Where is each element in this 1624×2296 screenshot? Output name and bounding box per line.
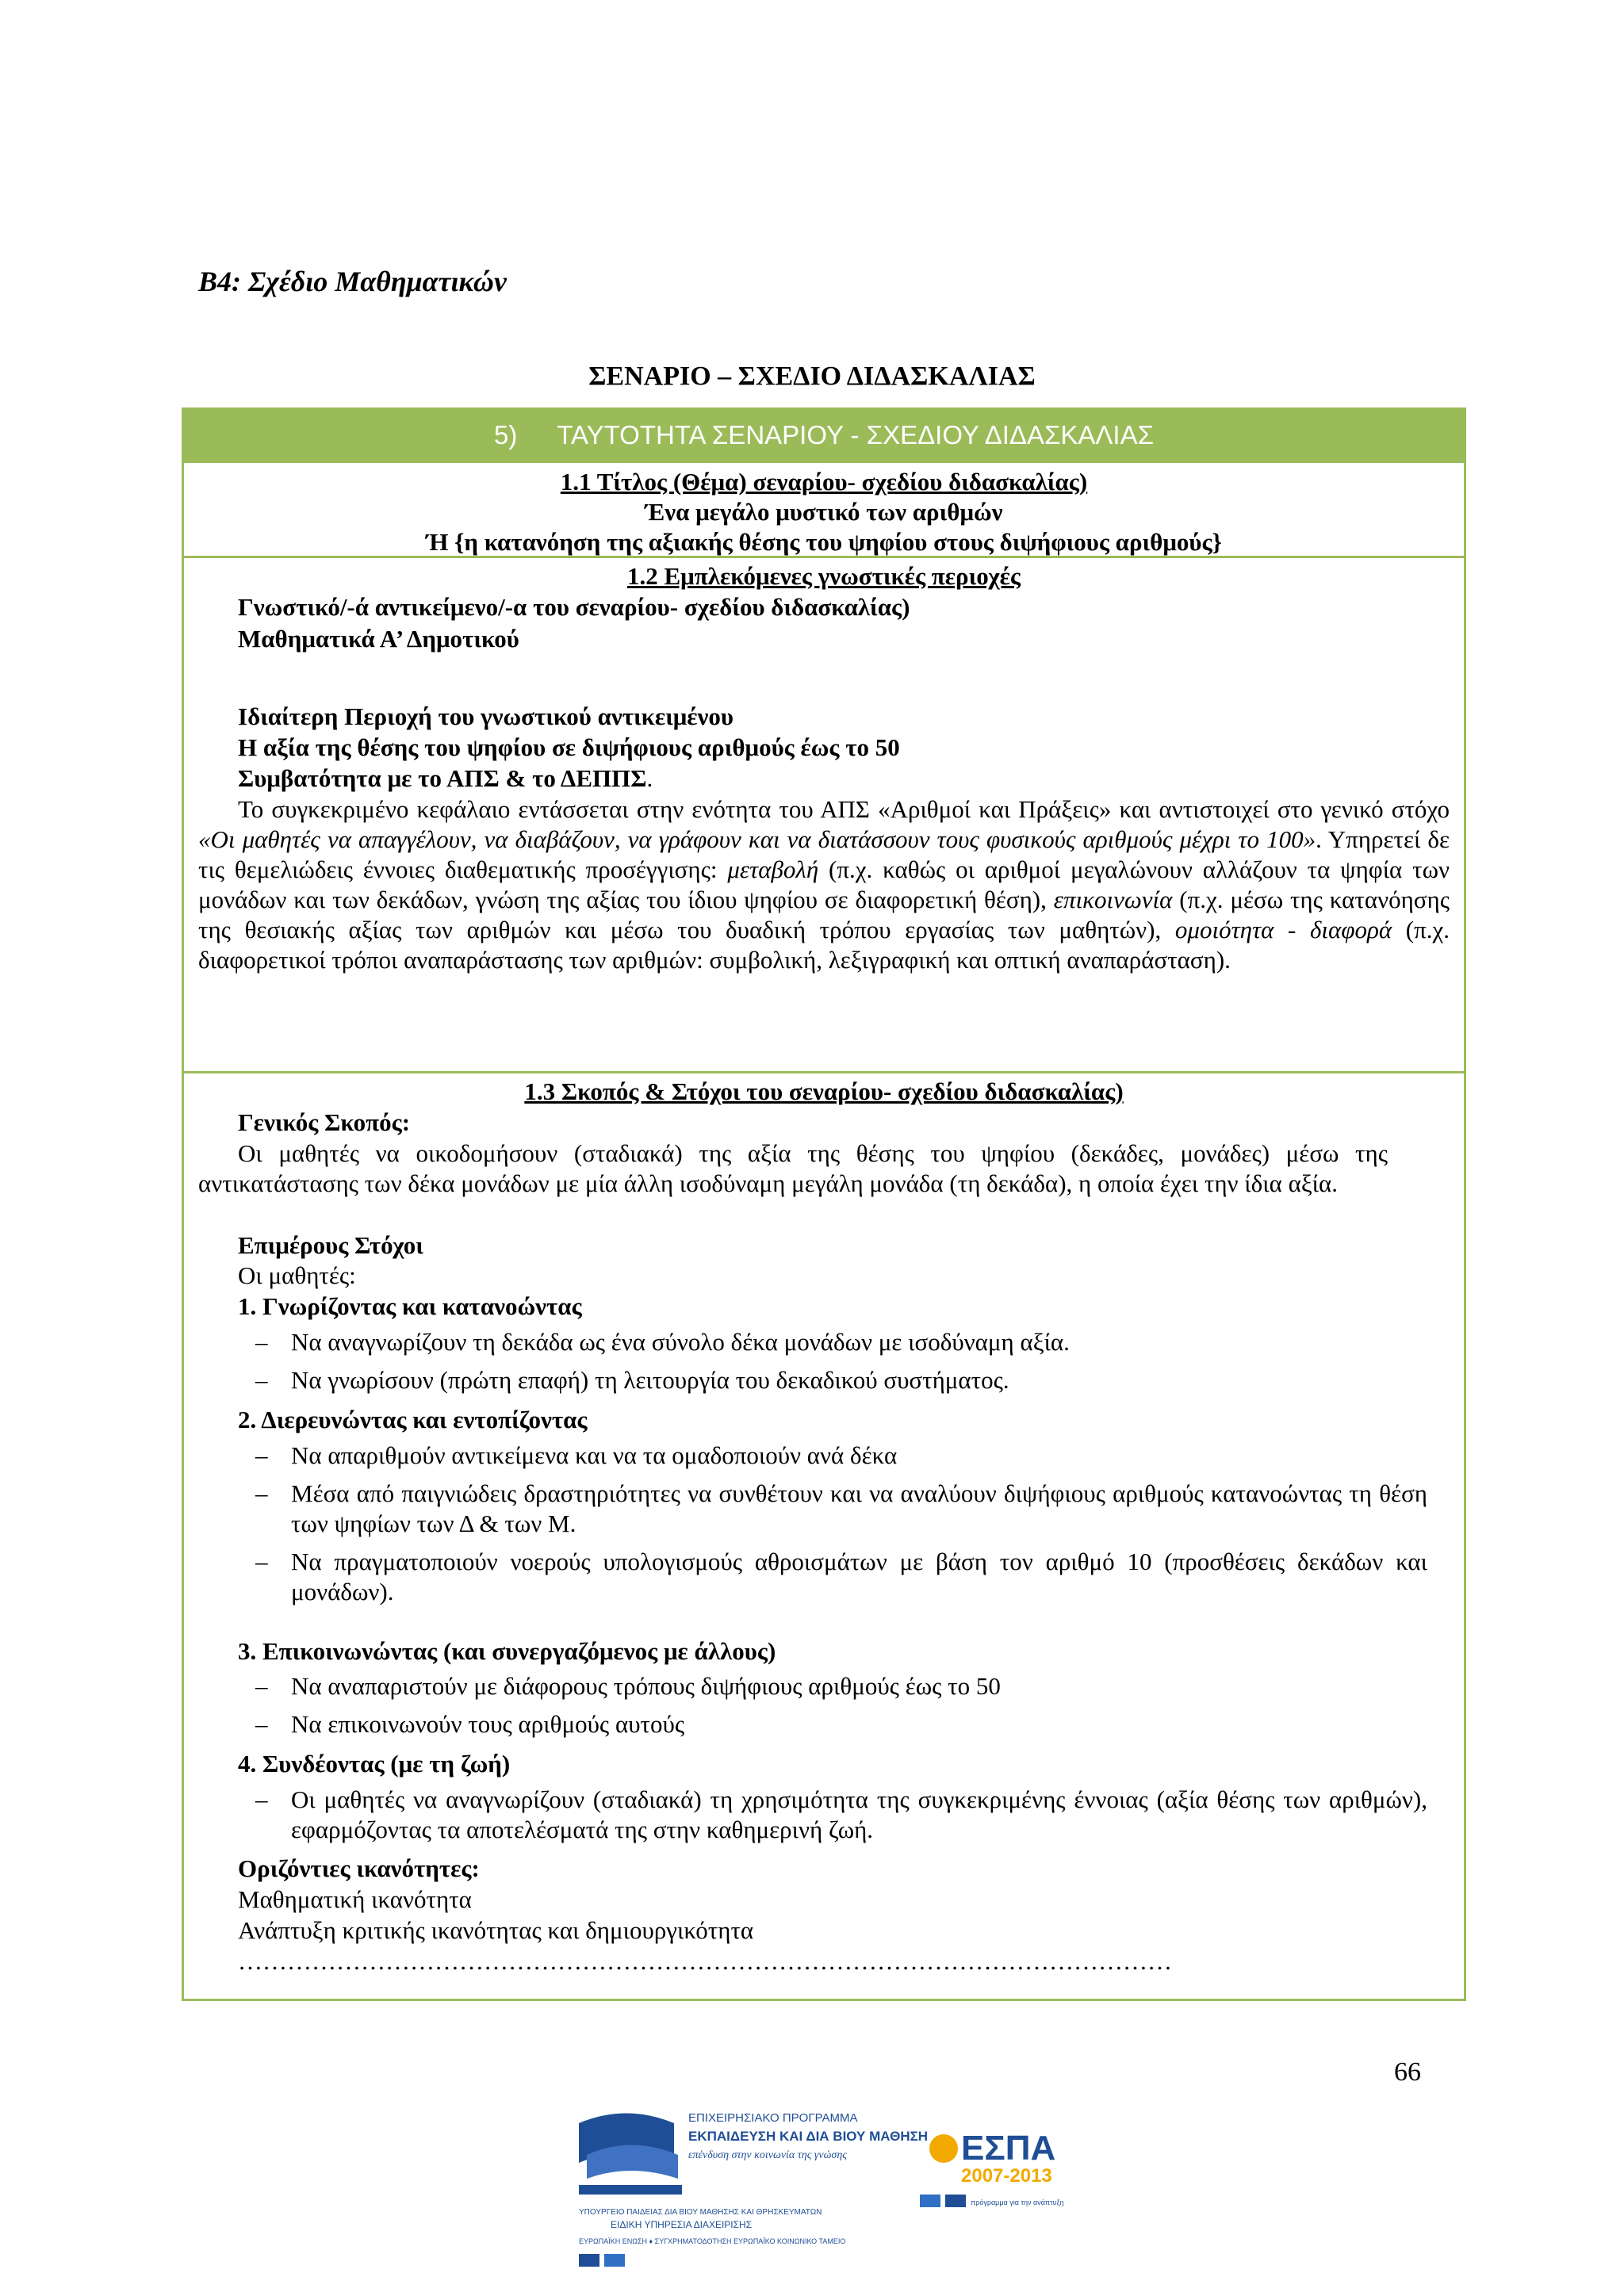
epan-logo-graphic (579, 2099, 929, 2270)
compatibility-text: Συμβατότητα με το ΑΠΣ & το ΔΕΠΠΣ (238, 764, 647, 792)
goal-text: Να αναπαριστούν με διάφορους τρόπους διψήφιους αριθμούς έως το 50 (291, 1672, 1001, 1700)
curriculum-paragraph (198, 794, 1450, 975)
students-label: Οι μαθητές: (238, 1261, 356, 1289)
greek-flag-icon (920, 2195, 940, 2207)
goal-text: Να επικοινωνούν τους αριθμούς αυτούς (291, 1710, 685, 1738)
area-label: Ιδιαίτερη Περιοχή του γνωστικού αντικειμένου (238, 702, 733, 730)
goal-group-4-title: 4. Συνδέοντας (με τη ζωή) (238, 1750, 511, 1777)
continuation-dots: …………………………………………………………………………………………………… (238, 1947, 1172, 1975)
goal-group-2-list (238, 1441, 1427, 1607)
goal-text: Μέσα από παιγνιώδεις δραστηριότητες να συνθέτουν και να αναλύουν διψήφιους αριθμούς κατανοώντας τη θέση των ψηφίων των Δ & των Μ. (291, 1479, 1427, 1537)
skill-item: Μαθηματική ικανότητα (238, 1885, 472, 1913)
dash-marker: – (255, 1785, 268, 1813)
para-text: (π.χ. καθώς οι αριθμοί μεγαλώνουν αλλάζουν τα ψηφία των μονάδων και των δεκάδων, γνώση της αξίας του ίδιου ψηφίου σε διαφορετική θέση), (198, 855, 1450, 913)
para-text: (π.χ. μέσω της κατανόησης της θεσιακής αξίας των αριθμών και μέσω του δυαδική τρόπου εργασίας των μαθητών), (198, 886, 1450, 943)
horizontal-skills-label: Οριζόντιες ικανότητες: (238, 1854, 480, 1882)
list-item (238, 1441, 1427, 1471)
eu-flag-icon (945, 2195, 966, 2207)
sun-icon (929, 2134, 958, 2163)
ministry-line: ΥΠΟΥΡΓΕΙΟ ΠΑΙΔΕΙΑΣ ΔΙΑ ΒΙΟΥ ΜΑΘΗΣΗΣ ΚΑΙ ΘΡΗΣΚΕΥΜΑΤΩΝ (579, 2208, 822, 2217)
list-item (238, 1547, 1427, 1607)
section-1-1 (184, 461, 1464, 558)
para-term: μεταβολή (727, 855, 819, 883)
espa-logo (920, 2109, 1071, 2252)
section-1-3-heading: 1.3 Σκοπός & Στόχοι του σεναρίου- σχεδίου διδασκαλίας) (524, 1077, 1124, 1105)
para-text: (π.χ. διαφορετικοί τρόποι αναπαράστασης των αριθμών: συμβολική, λεξιγραφική και οπτική αναπαράσταση). (198, 916, 1450, 974)
list-item (238, 1479, 1427, 1539)
scenario-title: ΣΕΝΑΡΙΟ – ΣΧΕΔΙΟ ΔΙΔΑΣΚΑΛΙΑΣ (588, 362, 1036, 391)
goal-group-1-title: 1. Γνωρίζοντας και κατανοώντας (238, 1292, 582, 1320)
book-shape (587, 2145, 678, 2179)
document-heading: B4: Σχέδιο Μαθηματικών (198, 266, 507, 297)
scenario-name: Ένα μεγάλο μυστικό των αριθμών (645, 498, 1003, 526)
compatibility-period: . (646, 764, 653, 792)
greek-flag-icon (604, 2254, 625, 2267)
goal-group-3-title: 3. Επικοινωνώντας (και συνεργαζόμενος με άλλους) (238, 1637, 776, 1665)
subject-value: Μαθηματικά Α’ Δημοτικού (238, 625, 519, 652)
dash-marker: – (255, 1366, 268, 1394)
identity-table (182, 408, 1466, 2001)
para-text: . Υπηρετεί δε τις θεμελιώδεις έννοιες διαθεματικής προσέγγισης: (198, 825, 1450, 883)
para-text: Το συγκεκριμένο κεφάλαιο εντάσσεται στην ενότητα του ΑΠΣ «Αριθμοί και Πράξεις» και αντιστοιχεί στο γενικό στόχο (238, 795, 1450, 823)
list-item (238, 1709, 1427, 1739)
section-banner (184, 410, 1464, 461)
epan-tagline: επένδυση στην κοινωνία της γνώσης (688, 2149, 847, 2161)
goal-text: Να απαριθμούν αντικείμενα και να τα ομαδοποιούν ανά δέκα (291, 1441, 898, 1469)
goal-group-2-title: 2. Διερευνώντας και εντοπίζοντας (238, 1406, 588, 1433)
authority-line: ΕΙΔΙΚΗ ΥΠΗΡΕΣΙΑ ΔΙΑΧΕΙΡΙΣΗΣ (611, 2219, 753, 2230)
goal-group-3-list (238, 1671, 1427, 1739)
list-item (238, 1785, 1427, 1845)
section-1-2-heading: 1.2 Εμπλεκόμενες γνωστικές περιοχές (626, 562, 1021, 590)
dash-marker: – (255, 1710, 268, 1738)
skill-item: Ανάπτυξη κριτικής ικανότητας και δημιουργικότητα (238, 1916, 754, 1944)
area-value: Η αξία της θέσης του ψηφίου σε διψήφιους αριθμούς έως το 50 (238, 733, 900, 761)
dash-marker: – (255, 1479, 268, 1507)
espa-title: ΕΣΠΑ (961, 2129, 1056, 2168)
banner-title: ΤΑΥΤΟΤΗΤΑ ΣΕΝΑΡΙΟΥ - ΣΧΕΔΙΟΥ ΔΙΔΑΣΚΑΛΙΑΣ (557, 420, 1154, 450)
specific-goals-label: Επιμέρους Στόχοι (238, 1231, 423, 1259)
general-aim-label: Γενικός Σκοπός: (238, 1108, 411, 1136)
espa-logo-graphic (920, 2109, 1071, 2252)
scenario-subtitle: Ή {η κατανόηση της αξιακής θέσης του ψηφίου στους διψήφιους αριθμούς} (426, 528, 1222, 556)
dash-marker: – (255, 1441, 268, 1469)
page-number: 66 (1394, 2057, 1421, 2087)
dash-marker: – (255, 1328, 268, 1356)
espa-tagline: πρόγραμμα για την ανάπτυξη (971, 2198, 1064, 2206)
para-term: ομοιότητα - διαφορά (1174, 916, 1392, 943)
goal-text: Να αναγνωρίζουν τη δεκάδα ως ένα σύνολο δέκα μονάδων με ισοδύναμη αξία. (291, 1328, 1070, 1356)
dash-marker: – (255, 1548, 268, 1575)
espa-years: 2007-2013 (961, 2165, 1052, 2187)
subject-label: Γνωστικό/-ά αντικείμενο/-α του σεναρίου- σχεδίου διδασκαλίας) (238, 593, 910, 621)
para-quote: «Οι μαθητές να απαγγέλουν, να διαβάζουν, να γράφουν και να διατάσσουν τους φυσικούς αριθμούς μέχρι το 100» (198, 825, 1316, 853)
goal-text: Να γνωρίσουν (πρώτη επαφή) τη λειτουργία του δεκαδικού συστήματος. (291, 1366, 1009, 1394)
section-1-2 (184, 556, 1464, 1073)
compatibility-label (238, 763, 653, 794)
book-base (579, 2185, 682, 2195)
banner-number: 5) (494, 420, 518, 450)
dash-marker: – (255, 1672, 268, 1700)
section-1-3 (184, 1071, 1464, 2001)
epan-title-1: ΕΠΙΧΕΙΡΗΣΙΑΚΟ ΠΡΟΓΡΑΜΜΑ (688, 2111, 858, 2125)
goal-text: Οι μαθητές να αναγνωρίζουν (σταδιακά) τη χρησιμότητα της συγκεκριμένης έννοιας (αξία θέσης των αριθμών), εφαρμόζοντας τα αποτελέσματά της στην καθημερινή ζωή. (291, 1785, 1427, 1843)
section-1-1-heading: 1.1 Τίτλος (Θέμα) σεναρίου- σχεδίου διδασκαλίας) (560, 468, 1088, 496)
eu-flag-icon (579, 2254, 599, 2267)
eu-line: ΕΥΡΩΠΑΪΚΗ ΕΝΩΣΗ ♦ ΣΥΓΧΡΗΜΑΤΟΔΟΤΗΣΗ ΕΥΡΩΠΑΪΚΟ ΚΟΙΝΩΝΙΚΟ ΤΑΜΕΙΟ (579, 2237, 846, 2245)
goal-group-1-list (238, 1327, 1427, 1395)
epan-logo (579, 2099, 929, 2270)
general-aim-text: Οι μαθητές να οικοδομήσουν (σταδιακά) της αξία της θέσης του ψηφίου (δεκάδες, μονάδες) μέσω της αντικατάστασης των δέκα μονάδων με μία άλλη ισοδύναμη μεγάλη μονάδα (τη δεκάδα), η οποία έχει την ίδια αξία. (198, 1139, 1388, 1197)
list-item (238, 1327, 1427, 1357)
list-item (238, 1365, 1427, 1395)
para-term: επικοινωνία (1053, 886, 1173, 913)
goal-group-4-list (238, 1785, 1427, 1845)
goal-text: Να πραγματοποιούν νοερούς υπολογισμούς αθροισμάτων με βάση τον αριθμό 10 (προσθέσεις δεκάδων και μονάδων). (291, 1548, 1427, 1605)
list-item (238, 1671, 1427, 1701)
epan-title-2: ΕΚΠΑΙΔΕΥΣΗ ΚΑΙ ΔΙΑ ΒΙΟΥ ΜΑΘΗΣΗ (688, 2129, 929, 2144)
